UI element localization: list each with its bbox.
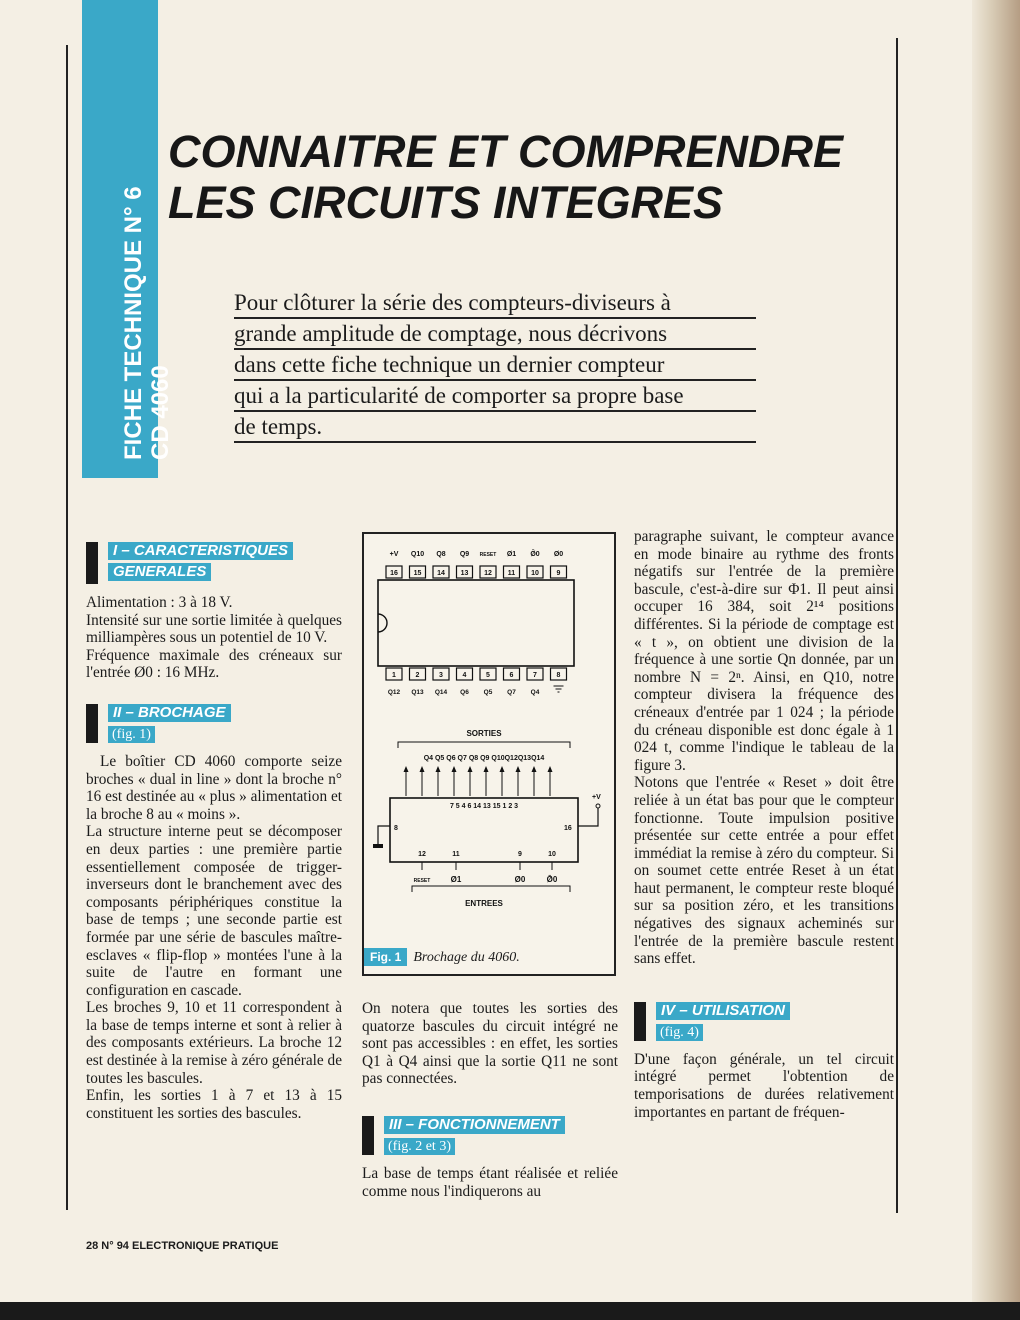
bottom-pin-label: Q13 bbox=[411, 689, 424, 696]
top-pins bbox=[386, 566, 567, 578]
figure-caption-text: Brochage du 4060. bbox=[413, 950, 520, 965]
intro-line: de temps. bbox=[234, 412, 756, 443]
body-paragraph: D'une façon générale, un tel circuit intégré permet l'obtention de temporisations de durées relativement importantes en partant de fréquen- bbox=[634, 1050, 894, 1121]
intro-line: qui a la particularité de comporter sa propre base bbox=[234, 381, 756, 412]
pin-number: 10 bbox=[531, 570, 539, 577]
pin-number: 4 bbox=[462, 672, 467, 679]
page-title bbox=[168, 126, 898, 228]
arrow-up-icon bbox=[532, 766, 537, 772]
block-pin-numbers: 7 5 4 6 14 13 15 1 2 3 bbox=[449, 803, 519, 810]
pin-number: 7 bbox=[533, 672, 537, 679]
section-fig-ref: (fig. 2 et 3) bbox=[384, 1138, 455, 1155]
section-heading-utilisation bbox=[634, 1002, 894, 1041]
arrow-up-icon bbox=[548, 766, 553, 772]
arrow-up-icon bbox=[452, 766, 457, 772]
section-label: III – FONCTIONNEMENT bbox=[384, 1116, 565, 1134]
arrow-up-icon bbox=[516, 766, 521, 772]
dip-package bbox=[378, 580, 574, 666]
bottom-pin-label: Q12 bbox=[387, 689, 401, 696]
top-pin-label: +V bbox=[389, 551, 399, 558]
input-pins bbox=[414, 851, 558, 884]
entrees-bracket bbox=[412, 886, 570, 892]
ground-icon bbox=[373, 844, 383, 848]
section-fig-ref: (fig. 4) bbox=[656, 1024, 703, 1041]
vplus-terminal bbox=[596, 804, 600, 808]
top-pin-labels bbox=[390, 549, 564, 558]
top-pin-label: Ø0 bbox=[553, 551, 564, 558]
body-paragraph: On notera que toutes les sorties des quatorze bascules du circuit intégré ne sont pas accessibles : en effet, les sorties Q1 à Q4 ainsi que la sortie Q11 ne sont pas connectées. bbox=[362, 1000, 618, 1088]
pin-number: 8 bbox=[556, 672, 561, 679]
left-rule bbox=[66, 45, 68, 1210]
page-binding-shadow bbox=[972, 0, 1020, 1320]
input-pin-label: Ø0 bbox=[514, 875, 526, 884]
intro-paragraph bbox=[234, 288, 756, 443]
section-bar bbox=[86, 542, 98, 584]
bottom-pin-labels bbox=[388, 686, 564, 696]
bottom-pin-label: Q5 bbox=[483, 689, 493, 696]
top-pin-label: RESET bbox=[479, 552, 497, 558]
title-line1: CONNAITRE ET COMPRENDRE bbox=[168, 126, 844, 177]
carac-line: Alimentation : 3 à 18 V. bbox=[86, 594, 233, 611]
pin-number: 12 bbox=[484, 570, 492, 577]
bottom-pin-label: Q14 bbox=[434, 689, 448, 696]
input-pin-label: Ø̄0 bbox=[546, 875, 558, 884]
column-3 bbox=[634, 528, 894, 1121]
side-band-line1: FICHE TECHNIQUE N° 6 bbox=[120, 186, 147, 460]
section-label: II – BROCHAGE bbox=[108, 704, 231, 722]
bottom-pin-label: Q6 bbox=[460, 689, 469, 696]
body-paragraph: Les broches 9, 10 et 11 correspondent à la base de temps interne et sont à relier à des composants extérieurs. La broche 12 est destinée à la remise à zéro générale de toutes les bascules. bbox=[86, 999, 342, 1087]
section-heading-fonctionnement bbox=[362, 1116, 618, 1155]
pin-number: 15 bbox=[413, 570, 422, 577]
column-2 bbox=[362, 1000, 618, 1200]
top-pin-label: Q9 bbox=[459, 551, 470, 558]
sorties-bracket bbox=[398, 742, 570, 748]
pin16-label: 16 bbox=[564, 825, 572, 832]
side-band-text bbox=[120, 186, 174, 460]
bottom-pin-label: Q7 bbox=[507, 689, 516, 696]
section-heading-brochage bbox=[86, 704, 342, 743]
section-bar bbox=[86, 704, 98, 743]
body-paragraph: paragraphe suivant, le compteur avance en mode binaire au rythme des fronts négatifs sur l'entrée de la première bascule, c'est-à-dire sur Φ1. Il peut ainsi occuper 16 384, soit 2¹⁴ positions différentes. Si la période de comptage est « t », on obtient une division de la fréquence à une sortie Qn donnée, par un nombre N = 2ⁿ. Ainsi, en Q10, notre compteur divisera la fréquence des créneaux d'entrée par 1 024 ; la période du créneau disponible est donc égale à 1 024 t, comme l'indique le tableau de la figure 3. bbox=[634, 528, 894, 774]
section-label: IV – UTILISATION bbox=[656, 1002, 790, 1020]
scan-bottom-edge bbox=[0, 1302, 1020, 1320]
side-band-line2: CD 4060 bbox=[147, 365, 174, 460]
input-pin-number: 12 bbox=[418, 851, 426, 858]
vplus-wire bbox=[578, 808, 598, 826]
input-pin-label: Ø1 bbox=[450, 875, 462, 884]
intro-line: dans cette fiche technique un dernier compteur bbox=[234, 350, 756, 381]
output-arrows bbox=[404, 766, 553, 796]
ground-wire bbox=[378, 826, 390, 844]
page-footer: 28 N° 94 ELECTRONIQUE PRATIQUE bbox=[86, 1240, 279, 1252]
body-paragraph: La base de temps étant réalisée et reliée comme nous l'indiquerons au bbox=[362, 1164, 618, 1200]
pin-number: 2 bbox=[415, 672, 420, 679]
carac-line: Fréquence maximale des créneaux sur l'entrée Ø0 : 16 MHz. bbox=[86, 646, 342, 682]
arrow-up-icon bbox=[436, 766, 441, 772]
figure-caption bbox=[364, 950, 614, 966]
body-paragraph: Enfin, les sorties 1 à 7 et 13 à 15 constituent les sorties des bascules. bbox=[86, 1087, 342, 1122]
section-heading-caracteristiques bbox=[86, 542, 342, 584]
section-fig-ref: (fig. 1) bbox=[108, 726, 155, 743]
intro-line: Pour clôturer la série des compteurs-diviseurs à bbox=[234, 288, 756, 319]
bottom-pins bbox=[386, 668, 567, 680]
bottom-pin-label: Q4 bbox=[530, 689, 540, 696]
sorties-label: SORTIES bbox=[466, 729, 502, 738]
pin-number: 5 bbox=[486, 672, 490, 679]
figure-tag: Fig. 1 bbox=[364, 948, 407, 966]
top-pin-label: Ø̄0 bbox=[530, 551, 540, 558]
pin-number: 1 bbox=[392, 672, 396, 679]
section-label: GENERALES bbox=[108, 563, 211, 581]
intro-line: grande amplitude de comptage, nous décrivons bbox=[234, 319, 756, 350]
pinout-diagram bbox=[364, 534, 614, 944]
ground-symbol-icon bbox=[554, 686, 564, 692]
pin-number: 6 bbox=[509, 672, 514, 679]
input-pin-number: 10 bbox=[548, 851, 556, 858]
top-pin-label: Ø1 bbox=[506, 551, 517, 558]
input-pin-number: 11 bbox=[452, 851, 460, 858]
pin8-label: 8 bbox=[394, 825, 398, 832]
arrow-up-icon bbox=[468, 766, 473, 772]
figure-1 bbox=[362, 532, 616, 976]
package-notch bbox=[378, 614, 387, 632]
column-1 bbox=[86, 536, 342, 1122]
title-line2: LES CIRCUITS INTEGRES bbox=[168, 177, 724, 228]
entrees-label: ENTREES bbox=[465, 899, 503, 908]
carac-line: Intensité sur une sortie limitée à quelques milliampères sous un potentiel de 10 V. bbox=[86, 611, 342, 647]
top-pin-label: Q8 bbox=[436, 551, 446, 558]
pin-number: 13 bbox=[460, 570, 469, 577]
pin-number: 3 bbox=[439, 672, 443, 679]
body-paragraph: Le boîtier CD 4060 comporte seize broches « dual in line » dont la broche n° 16 est destinée au « plus » alimentation et la broche 8 au « moins ». bbox=[86, 752, 342, 823]
pin-number: 16 bbox=[390, 570, 398, 577]
pin-number: 14 bbox=[437, 570, 445, 577]
arrow-up-icon bbox=[420, 766, 425, 772]
sorties-list: Q4 Q5 Q6 Q7 Q8 Q9 Q10Q12Q13Q14 bbox=[423, 755, 545, 762]
pin-number: 11 bbox=[507, 570, 516, 577]
arrow-up-icon bbox=[484, 766, 489, 772]
top-pin-label: Q10 bbox=[410, 551, 425, 558]
section-bar bbox=[362, 1116, 374, 1155]
arrow-up-icon bbox=[500, 766, 505, 772]
arrow-up-icon bbox=[404, 766, 409, 772]
section-bar bbox=[634, 1002, 646, 1041]
pin-number: 9 bbox=[556, 570, 561, 577]
body-paragraph: Notons que l'entrée « Reset » doit être reliée à un état bas pour que le compteur fonctionne. Toute impulsion positive présentée sur cette entrée a pour effet immédiat la remise à zéro du compteur. Si on soumet cette entrée Reset à un état haut permanent, le compteur reste bloqué sur sa position zéro, et les transitions négatives des signaux acheminés sur l'entrée de la première bascule restent sans effet. bbox=[634, 774, 894, 968]
input-pin-number: 9 bbox=[518, 851, 522, 858]
section-label: I – CARACTERISTIQUES bbox=[108, 542, 293, 560]
body-paragraph: La structure interne peut se décomposer en deux parties : une première partie essentiellement composée de trigger-inverseurs dont le branchement avec des composants périphériques constitue la base de temps ; une seconde partie est formée par une série de bascules maître-esclaves « flip-flop » montées l'une à la suite de l'autre en formant une configuration en cascade. bbox=[86, 823, 342, 999]
input-pin-label: RESET bbox=[413, 878, 431, 884]
vplus-label: +V bbox=[592, 794, 601, 801]
